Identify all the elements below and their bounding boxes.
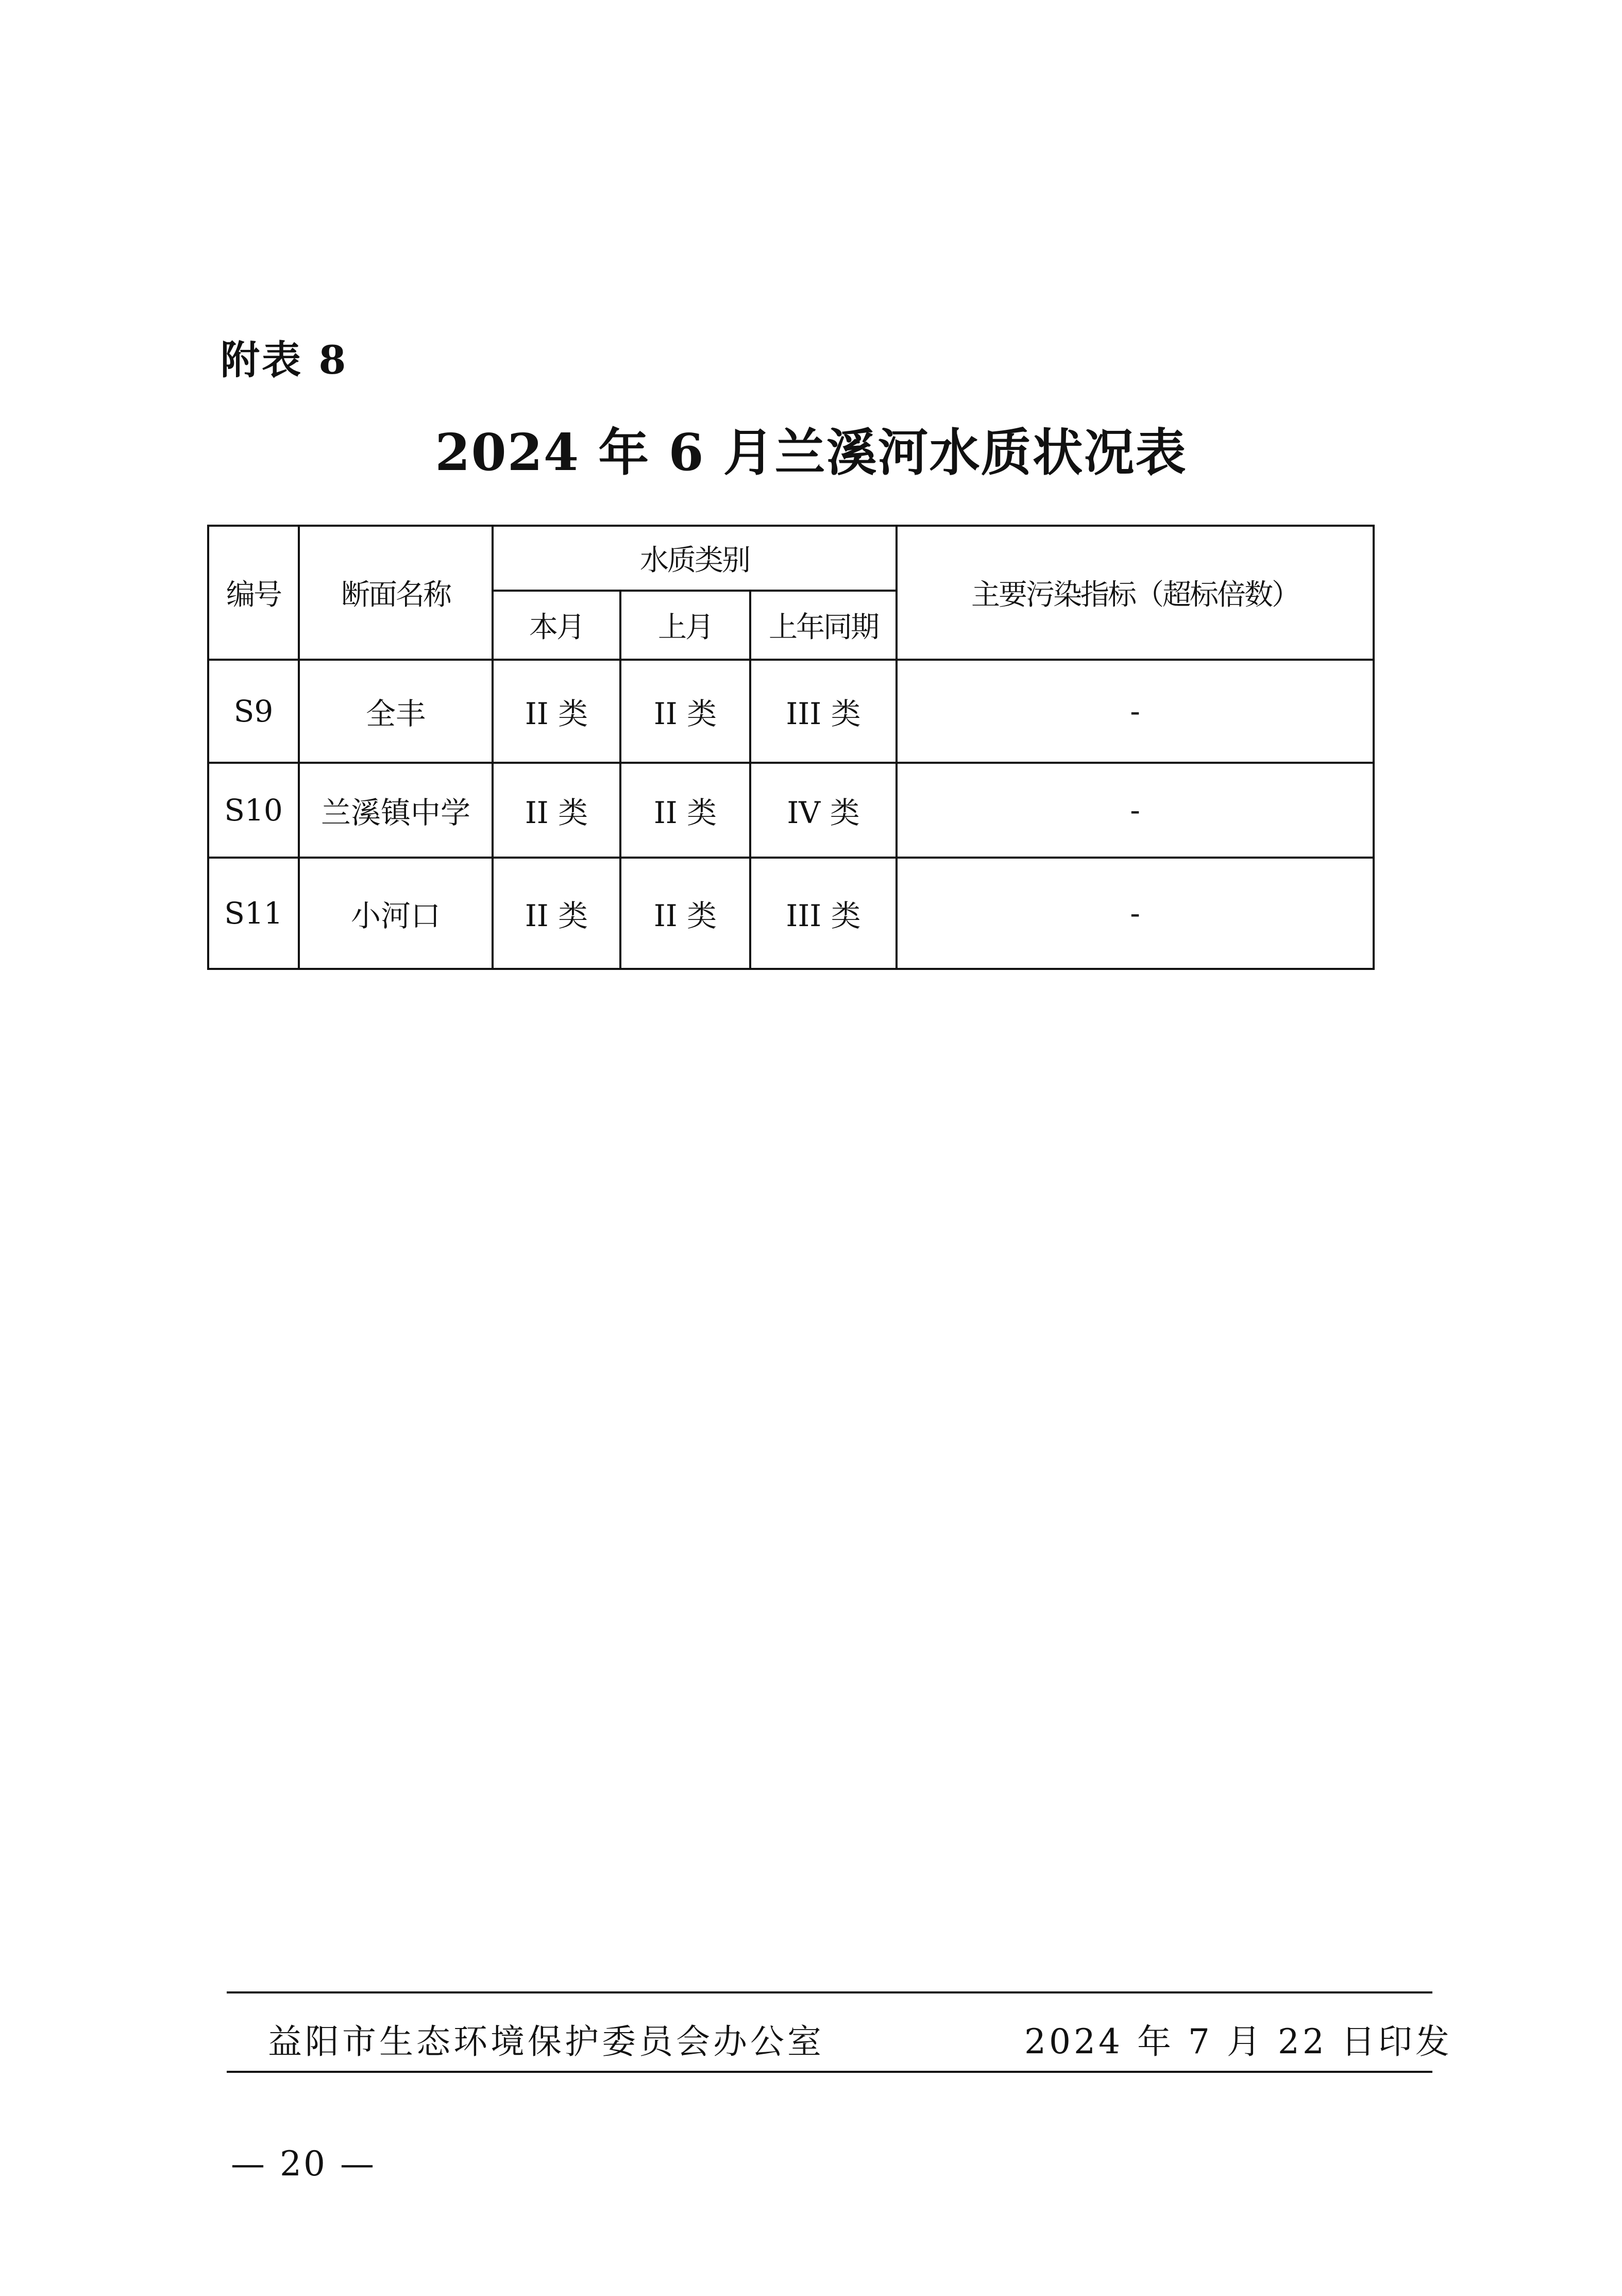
table-header-row bbox=[208, 526, 1374, 591]
cell-last-month: II 类 bbox=[620, 858, 750, 969]
cell-section-name: 全丰 bbox=[299, 660, 493, 763]
cell-main-pollutants: - bbox=[897, 660, 1374, 763]
cell-this-month: II 类 bbox=[493, 858, 620, 969]
cell-same-period-last-year: III 类 bbox=[750, 858, 897, 969]
cell-section-name: 小河口 bbox=[299, 858, 493, 969]
footer-print-date: 2024 年 7 月 22 日印发 bbox=[1024, 2022, 1452, 2062]
header-number: 编号 bbox=[208, 526, 299, 660]
cell-this-month: II 类 bbox=[493, 660, 620, 763]
water-quality-table bbox=[207, 525, 1375, 970]
footer-top-rule bbox=[227, 1991, 1432, 1993]
footer-organization: 益阳市生态环境保护委员会办公室 bbox=[268, 2022, 824, 2062]
cell-section-name: 兰溪镇中学 bbox=[299, 763, 493, 858]
page-number: — 20 — bbox=[231, 2144, 376, 2184]
cell-same-period-last-year: III 类 bbox=[750, 660, 897, 763]
footer-bottom-rule bbox=[227, 2071, 1432, 2073]
header-same-period-last-year: 上年同期 bbox=[750, 591, 897, 660]
table-row bbox=[208, 763, 1374, 858]
cell-last-month: II 类 bbox=[620, 763, 750, 858]
cell-number: S9 bbox=[208, 660, 299, 763]
header-main-pollutants: 主要污染指标（超标倍数） bbox=[897, 526, 1374, 660]
appendix-label: 附表 8 bbox=[221, 337, 348, 383]
cell-this-month: II 类 bbox=[493, 763, 620, 858]
header-this-month: 本月 bbox=[493, 591, 620, 660]
table-row bbox=[208, 660, 1374, 763]
header-water-quality-class: 水质类别 bbox=[493, 526, 897, 591]
header-last-month: 上月 bbox=[620, 591, 750, 660]
cell-number: S10 bbox=[208, 763, 299, 858]
cell-number: S11 bbox=[208, 858, 299, 969]
table-row bbox=[208, 858, 1374, 969]
cell-main-pollutants: - bbox=[897, 858, 1374, 969]
cell-main-pollutants: - bbox=[897, 763, 1374, 858]
header-section-name: 断面名称 bbox=[299, 526, 493, 660]
document-title: 2024 年 6 月兰溪河水质状况表 bbox=[435, 423, 1187, 482]
cell-same-period-last-year: IV 类 bbox=[750, 763, 897, 858]
cell-last-month: II 类 bbox=[620, 660, 750, 763]
